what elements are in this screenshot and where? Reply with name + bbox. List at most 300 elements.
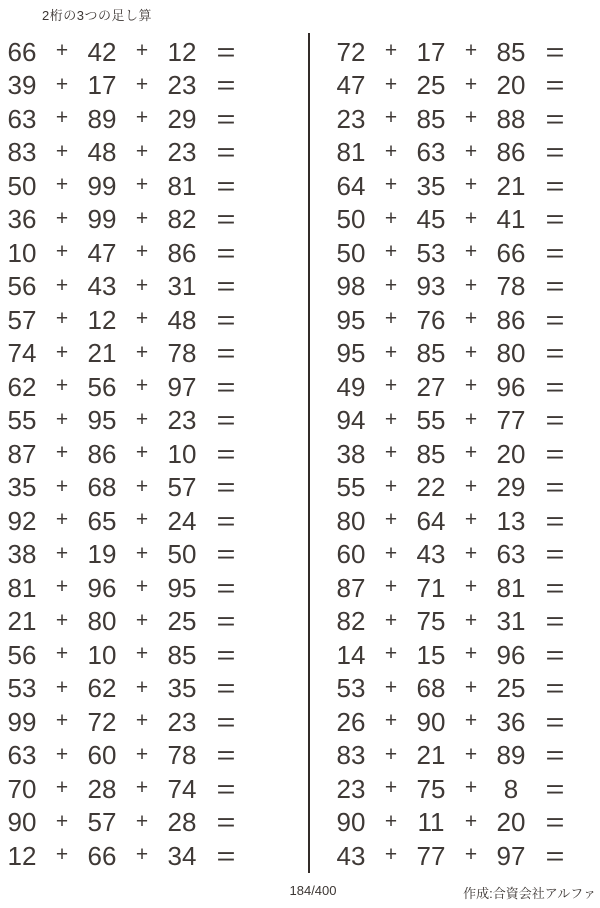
addend-2: 60 [87,740,117,771]
problem-row [2,270,250,304]
plus-sign: + [135,374,149,398]
plus-sign: + [135,206,149,230]
column-divider [308,33,310,873]
plus-sign: + [135,173,149,197]
plus-sign: + [384,809,398,833]
addend-3: 95 [167,572,197,603]
equals-sign: = [545,773,565,804]
equals-sign: = [545,740,565,771]
plus-sign: + [384,575,398,599]
problem-row [331,772,579,806]
addend-3: 77 [496,405,526,436]
plus-sign: + [464,809,478,833]
equals-sign: = [545,170,565,201]
page-number: 184/400 [289,883,337,898]
plus-sign: + [464,106,478,130]
addend-2: 62 [87,673,117,704]
problem-row [331,672,579,706]
plus-sign: + [135,139,149,163]
plus-sign: + [135,843,149,867]
addend-1: 53 [7,673,37,704]
addend-2: 28 [87,773,117,804]
problem-row [331,35,579,69]
addend-2: 76 [416,304,446,335]
equals-sign: = [216,170,236,201]
problem-row [2,437,250,471]
plus-sign: + [55,675,69,699]
problem-row [331,504,579,538]
addend-1: 53 [336,673,366,704]
equals-sign: = [545,706,565,737]
addend-1: 36 [7,204,37,235]
addend-2: 66 [87,840,117,871]
equals-sign: = [545,807,565,838]
addend-3: 20 [496,70,526,101]
addend-3: 21 [496,170,526,201]
addend-2: 43 [416,539,446,570]
addend-2: 90 [416,706,446,737]
problem-row [331,303,579,337]
equals-sign: = [216,807,236,838]
problem-row [331,638,579,672]
addend-1: 23 [336,103,366,134]
equals-sign: = [545,338,565,369]
equals-sign: = [545,36,565,67]
problem-row [2,571,250,605]
equals-sign: = [545,103,565,134]
plus-sign: + [384,206,398,230]
addend-3: 29 [496,472,526,503]
plus-sign: + [464,608,478,632]
addend-2: 65 [87,505,117,536]
equals-sign: = [545,271,565,302]
addend-2: 95 [87,405,117,436]
plus-sign: + [464,139,478,163]
addend-3: 23 [167,70,197,101]
plus-sign: + [135,709,149,733]
addend-1: 55 [7,405,37,436]
equals-sign: = [545,237,565,268]
addend-2: 85 [416,438,446,469]
addend-1: 83 [7,137,37,168]
problem-row [2,236,250,270]
problem-row [2,370,250,404]
plus-sign: + [384,139,398,163]
addend-3: 86 [496,304,526,335]
plus-sign: + [464,39,478,63]
equals-sign: = [545,673,565,704]
problem-row [2,35,250,69]
plus-sign: + [135,675,149,699]
addend-1: 62 [7,371,37,402]
equals-sign: = [545,539,565,570]
addend-2: 85 [416,103,446,134]
equals-sign: = [216,304,236,335]
problem-row [331,437,579,471]
addend-3: 28 [167,807,197,838]
addend-2: 25 [416,70,446,101]
addend-2: 55 [416,405,446,436]
plus-sign: + [464,776,478,800]
addend-3: 97 [167,371,197,402]
addend-3: 23 [167,405,197,436]
equals-sign: = [545,137,565,168]
plus-sign: + [384,541,398,565]
problems-column-left [2,35,250,873]
plus-sign: + [384,307,398,331]
addend-2: 99 [87,170,117,201]
equals-sign: = [545,405,565,436]
problem-row [2,739,250,773]
equals-sign: = [545,639,565,670]
plus-sign: + [384,608,398,632]
addend-1: 50 [7,170,37,201]
addend-1: 64 [336,170,366,201]
plus-sign: + [55,776,69,800]
addend-3: 88 [496,103,526,134]
addend-1: 92 [7,505,37,536]
addend-3: 50 [167,539,197,570]
problem-row [331,739,579,773]
problem-row [331,102,579,136]
plus-sign: + [464,441,478,465]
plus-sign: + [135,575,149,599]
plus-sign: + [384,106,398,130]
problem-row [331,538,579,572]
plus-sign: + [384,742,398,766]
addend-3: 63 [496,539,526,570]
problem-row [331,370,579,404]
plus-sign: + [384,474,398,498]
plus-sign: + [135,742,149,766]
addend-3: 10 [167,438,197,469]
problem-row [2,337,250,371]
equals-sign: = [216,36,236,67]
problem-row [2,839,250,873]
addend-1: 63 [7,740,37,771]
addend-3: 96 [496,371,526,402]
plus-sign: + [55,474,69,498]
addend-2: 21 [416,740,446,771]
equals-sign: = [545,505,565,536]
addend-2: 12 [87,304,117,335]
addend-2: 80 [87,606,117,637]
plus-sign: + [55,709,69,733]
plus-sign: + [384,843,398,867]
problems-column-right [331,35,579,873]
addend-1: 39 [7,70,37,101]
plus-sign: + [135,39,149,63]
addend-3: 29 [167,103,197,134]
credit-text: 作成:合資会社アルファ [463,886,596,901]
plus-sign: + [384,340,398,364]
addend-1: 43 [336,840,366,871]
plus-sign: + [384,776,398,800]
addend-2: 96 [87,572,117,603]
addend-1: 56 [7,639,37,670]
addend-1: 55 [336,472,366,503]
addend-2: 63 [416,137,446,168]
problem-row [331,337,579,371]
problem-row [331,839,579,873]
addend-3: 13 [496,505,526,536]
plus-sign: + [55,642,69,666]
addend-3: 86 [496,137,526,168]
problem-row [331,69,579,103]
addend-1: 94 [336,405,366,436]
addend-2: 43 [87,271,117,302]
addend-3: 81 [167,170,197,201]
plus-sign: + [55,39,69,63]
addend-1: 82 [336,606,366,637]
plus-sign: + [464,742,478,766]
plus-sign: + [135,240,149,264]
addend-1: 87 [336,572,366,603]
plus-sign: + [464,474,478,498]
plus-sign: + [135,608,149,632]
addend-3: 41 [496,204,526,235]
addend-1: 90 [7,807,37,838]
equals-sign: = [216,204,236,235]
plus-sign: + [135,809,149,833]
addend-1: 95 [336,338,366,369]
problem-row [2,504,250,538]
plus-sign: + [55,340,69,364]
addend-1: 35 [7,472,37,503]
equals-sign: = [216,773,236,804]
plus-sign: + [55,407,69,431]
addend-2: 17 [87,70,117,101]
plus-sign: + [384,39,398,63]
plus-sign: + [55,173,69,197]
equals-sign: = [216,338,236,369]
equals-sign: = [545,438,565,469]
problem-row [2,638,250,672]
addend-1: 23 [336,773,366,804]
addend-1: 72 [336,36,366,67]
addend-1: 74 [7,338,37,369]
problem-row [331,236,579,270]
addend-2: 57 [87,807,117,838]
addend-2: 85 [416,338,446,369]
plus-sign: + [464,173,478,197]
addend-2: 99 [87,204,117,235]
plus-sign: + [55,374,69,398]
addend-3: 25 [167,606,197,637]
addend-3: 36 [496,706,526,737]
plus-sign: + [55,273,69,297]
equals-sign: = [216,505,236,536]
problem-row [331,806,579,840]
equals-sign: = [216,438,236,469]
addend-2: 19 [87,539,117,570]
plus-sign: + [464,206,478,230]
addend-3: 23 [167,137,197,168]
plus-sign: + [384,72,398,96]
equals-sign: = [545,606,565,637]
addend-2: 86 [87,438,117,469]
plus-sign: + [464,675,478,699]
plus-sign: + [135,441,149,465]
addend-3: 96 [496,639,526,670]
plus-sign: + [55,206,69,230]
equals-sign: = [216,103,236,134]
addend-2: 93 [416,271,446,302]
addend-3: 86 [167,237,197,268]
problem-row [331,169,579,203]
problem-row [2,102,250,136]
addend-3: 78 [167,740,197,771]
addend-3: 35 [167,673,197,704]
addend-1: 38 [7,539,37,570]
addend-2: 17 [416,36,446,67]
problem-row [2,806,250,840]
plus-sign: + [464,709,478,733]
addend-3: 8 [503,773,519,804]
plus-sign: + [464,508,478,532]
addend-1: 21 [7,606,37,637]
addend-1: 47 [336,70,366,101]
plus-sign: + [384,374,398,398]
equals-sign: = [216,539,236,570]
addend-2: 89 [87,103,117,134]
plus-sign: + [464,843,478,867]
addend-1: 26 [336,706,366,737]
addend-2: 42 [87,36,117,67]
addend-3: 66 [496,237,526,268]
plus-sign: + [384,441,398,465]
addend-1: 14 [336,639,366,670]
addend-2: 35 [416,170,446,201]
addend-2: 45 [416,204,446,235]
problem-row [331,471,579,505]
plus-sign: + [464,273,478,297]
plus-sign: + [464,374,478,398]
plus-sign: + [135,307,149,331]
addend-3: 23 [167,706,197,737]
plus-sign: + [55,541,69,565]
equals-sign: = [216,673,236,704]
plus-sign: + [384,240,398,264]
addend-3: 24 [167,505,197,536]
problem-row [2,136,250,170]
addend-1: 80 [336,505,366,536]
addend-1: 95 [336,304,366,335]
addend-3: 78 [496,271,526,302]
plus-sign: + [55,72,69,96]
plus-sign: + [135,72,149,96]
equals-sign: = [545,371,565,402]
plus-sign: + [55,742,69,766]
addend-1: 81 [336,137,366,168]
addend-1: 63 [7,103,37,134]
equals-sign: = [545,572,565,603]
problem-row [2,605,250,639]
addend-3: 97 [496,840,526,871]
addend-2: 68 [87,472,117,503]
plus-sign: + [135,474,149,498]
addend-1: 57 [7,304,37,335]
plus-sign: + [55,575,69,599]
plus-sign: + [55,508,69,532]
problem-row [331,203,579,237]
equals-sign: = [545,840,565,871]
problem-row [2,303,250,337]
problem-row [2,404,250,438]
plus-sign: + [55,139,69,163]
plus-sign: + [384,675,398,699]
addend-1: 49 [336,371,366,402]
plus-sign: + [135,106,149,130]
addend-1: 56 [7,271,37,302]
plus-sign: + [135,273,149,297]
plus-sign: + [384,173,398,197]
addend-2: 15 [416,639,446,670]
plus-sign: + [135,776,149,800]
addend-3: 12 [167,36,197,67]
addend-2: 72 [87,706,117,737]
addend-3: 85 [496,36,526,67]
problem-row [2,538,250,572]
addend-1: 90 [336,807,366,838]
plus-sign: + [135,407,149,431]
equals-sign: = [216,740,236,771]
plus-sign: + [55,441,69,465]
addend-3: 81 [496,572,526,603]
addend-3: 48 [167,304,197,335]
addend-2: 56 [87,371,117,402]
addend-2: 21 [87,338,117,369]
equals-sign: = [545,472,565,503]
plus-sign: + [464,407,478,431]
addend-1: 99 [7,706,37,737]
page-title: 2桁の3つの足し算 [42,8,152,23]
addend-3: 78 [167,338,197,369]
addend-1: 12 [7,840,37,871]
addend-1: 66 [7,36,37,67]
addend-3: 82 [167,204,197,235]
addend-1: 83 [336,740,366,771]
plus-sign: + [464,340,478,364]
plus-sign: + [55,307,69,331]
equals-sign: = [216,271,236,302]
addend-2: 71 [416,572,446,603]
problem-row [2,69,250,103]
addend-2: 68 [416,673,446,704]
problem-row [2,705,250,739]
addend-3: 89 [496,740,526,771]
addend-2: 47 [87,237,117,268]
addend-2: 75 [416,606,446,637]
addend-3: 20 [496,807,526,838]
plus-sign: + [464,72,478,96]
plus-sign: + [384,508,398,532]
addend-1: 81 [7,572,37,603]
addend-1: 70 [7,773,37,804]
addend-2: 10 [87,639,117,670]
plus-sign: + [135,508,149,532]
plus-sign: + [55,608,69,632]
plus-sign: + [135,340,149,364]
problem-row [2,672,250,706]
addend-2: 64 [416,505,446,536]
addend-3: 34 [167,840,197,871]
addend-3: 85 [167,639,197,670]
equals-sign: = [216,472,236,503]
addend-2: 53 [416,237,446,268]
addend-1: 60 [336,539,366,570]
problem-row [2,772,250,806]
